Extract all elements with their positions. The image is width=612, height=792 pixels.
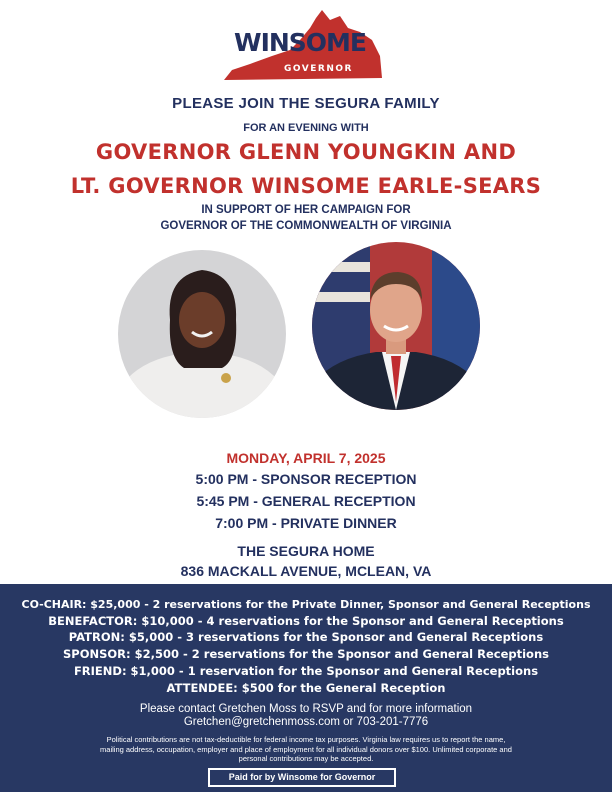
campaign-logo bbox=[222, 6, 392, 84]
schedule-item: 5:45 PM - GENERAL RECEPTION bbox=[196, 493, 416, 509]
tier-attendee: ATTENDEE: $500 for the General Reception bbox=[166, 681, 446, 695]
headline-line-2: LT. GOVERNOR WINSOME EARLE-SEARS bbox=[70, 174, 542, 198]
portrait-winsome-earle-sears bbox=[118, 250, 286, 418]
invite-line-1: PLEASE JOIN THE SEGURA FAMILY bbox=[172, 95, 440, 112]
tier-co-chair: CO-CHAIR: $25,000 - 2 reservations for the Private Dinner, Sponsor and General Receptions bbox=[21, 598, 591, 611]
rsvp-email-phone[interactable]: Gretchen@gretchenmoss.com or 703-201-7776 bbox=[183, 716, 429, 728]
venue-address: 836 MACKALL AVENUE, MCLEAN, VA bbox=[180, 563, 432, 579]
venue-name: THE SEGURA HOME bbox=[237, 543, 375, 559]
invite-line-2: FOR AN EVENING WITH bbox=[243, 122, 369, 134]
logo-subtitle: GOVERNOR bbox=[284, 64, 353, 74]
schedule-item: 7:00 PM - PRIVATE DINNER bbox=[215, 515, 397, 531]
disclaimer-line: mailing address, occupation, employer and place of employment for all individual donors over $100. Unlimited corporate and bbox=[100, 744, 512, 754]
headline-line-1: GOVERNOR GLENN YOUNGKIN AND bbox=[95, 140, 517, 164]
legal-disclaimer bbox=[0, 735, 612, 764]
schedule-item: 5:00 PM - SPONSOR RECEPTION bbox=[195, 471, 417, 487]
event-date: MONDAY, APRIL 7, 2025 bbox=[226, 450, 386, 466]
disclaimer-line: Political contributions are not tax-deductible for federal income tax purposes. Virginia law requires us to report the name, bbox=[106, 735, 506, 744]
tier-benefactor: BENEFACTOR: $10,000 - 4 reservations for the Sponsor and General Receptions bbox=[48, 614, 564, 628]
tier-sponsor: SPONSOR: $2,500 - 2 reservations for the Sponsor and General Receptions bbox=[63, 647, 549, 661]
support-line-2: GOVERNOR OF THE COMMONWEALTH OF VIRGINIA bbox=[160, 220, 452, 232]
paid-for-box bbox=[208, 768, 396, 787]
disclaimer-line: personal contributions may be accepted. bbox=[238, 754, 374, 763]
paid-for-text: Paid for by Winsome for Governor bbox=[210, 770, 394, 785]
tier-friend: FRIEND: $1,000 - 1 reservation for the Sponsor and General Receptions bbox=[73, 664, 539, 678]
portrait-glenn-youngkin bbox=[312, 242, 480, 410]
support-line-1: IN SUPPORT OF HER CAMPAIGN FOR bbox=[201, 204, 411, 216]
logo-wordmark: WINSOME bbox=[234, 28, 367, 57]
tier-patron: PATRON: $5,000 - 3 reservations for the Sponsor and General Receptions bbox=[68, 630, 544, 644]
rsvp-contact-line: Please contact Gretchen Moss to RSVP and for more information bbox=[139, 703, 473, 715]
